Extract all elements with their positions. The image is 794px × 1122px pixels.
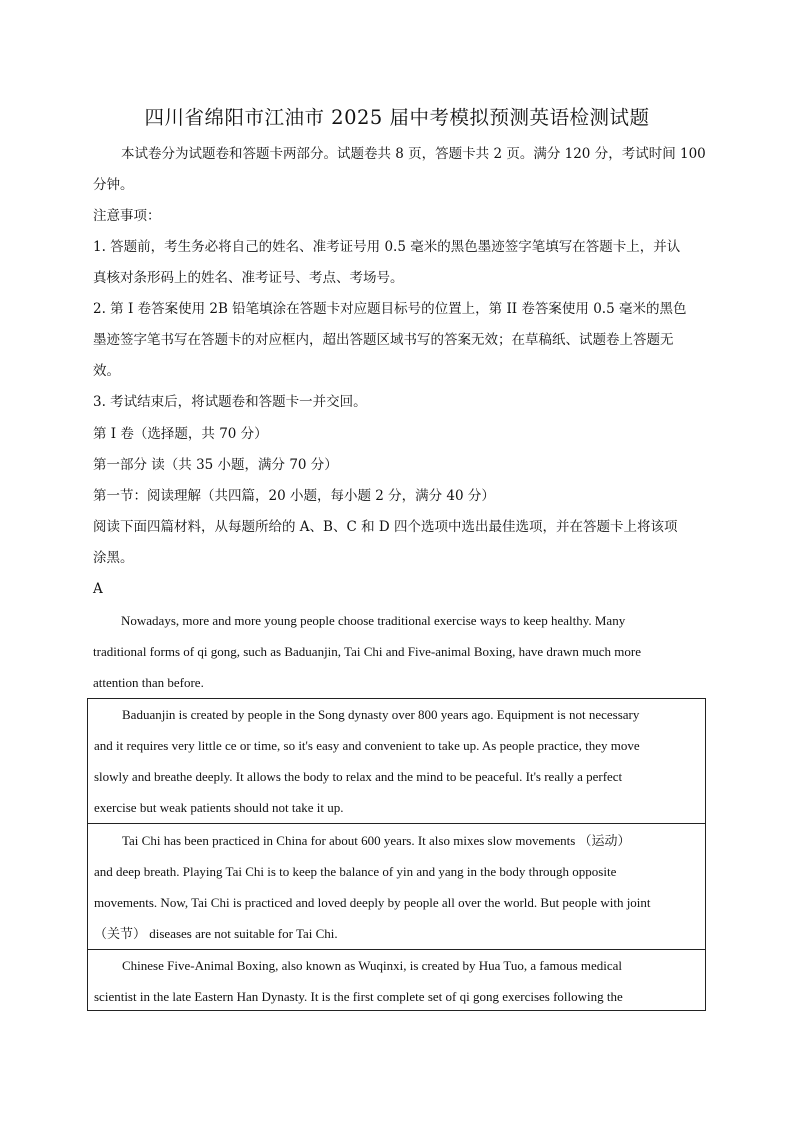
taichi-line-4: （关节） diseases are not suitable for Tai Chi. xyxy=(94,926,338,941)
intro-line-2: 分钟。 xyxy=(93,177,134,193)
wuqinxi-line-2: scientist in the late Eastern Han Dynasty. It is the first complete set of qi gong exercises following the xyxy=(94,989,623,1004)
baduanjin-line-4: exercise but weak patients should not take it up. xyxy=(94,800,344,815)
page-title: 四川省绵阳市江油市 2025 届中考模拟预测英语检测试题 xyxy=(144,106,650,129)
baduanjin-line-1: Baduanjin is created by people in the Song dynasty over 800 years ago. Equipment is not necessary xyxy=(122,707,640,722)
passage-intro-line-1: Nowadays, more and more young people choose traditional exercise ways to keep healthy. Many xyxy=(121,613,626,628)
notice-line-2: 真核对条形码上的姓名、准考证号、考点、考场号。 xyxy=(93,270,404,286)
notice-line-3: 2. 第 I 卷答案使用 2B 铅笔填涂在答题卡对应题目标号的位置上，第 II 卷答案使用 0.5 毫米的黑色 xyxy=(93,301,687,317)
notice-line-4: 墨迹签字笔书写在答题卡的对应框内，超出答题区域书写的答案无效；在草稿纸、试题卷上答题无 xyxy=(93,332,674,348)
notice-line-6: 3. 考试结束后，将试题卷和答题卡一并交回。 xyxy=(93,394,367,410)
section-heading-2: 第一部分 读（共 35 小题，满分 70 分） xyxy=(93,457,338,473)
baduanjin-line-2: and it requires very little ce or time, so it's easy and convenient to take up. As people practice, they move xyxy=(94,738,640,753)
intro-line-1: 本试卷分为试题卷和答题卡两部分。试题卷共 8 页，答题卡共 2 页。满分 120 分，考试时间 100 xyxy=(121,146,706,162)
taichi-line-2: and deep breath. Playing Tai Chi is to keep the balance of yin and yang in the body through opposite xyxy=(94,864,617,879)
table-divider-1 xyxy=(88,823,705,824)
baduanjin-line-3: slowly and breathe deeply. It allows the body to relax and the mind to be peaceful. It's really a perfect xyxy=(94,769,623,784)
exercise-table xyxy=(87,698,706,1011)
wuqinxi-line-1: Chinese Five-Animal Boxing, also known as Wuqinxi, is created by Hua Tuo, a famous medical xyxy=(122,958,623,973)
section-heading-3: 第一节：阅读理解（共四篇，20 小题，每小题 2 分，满分 40 分） xyxy=(93,488,495,504)
taichi-line-3: movements. Now, Tai Chi is practiced and loved deeply by people all over the world. But people with joint xyxy=(94,895,651,910)
notice-line-1: 1. 答题前，考生务必将自己的姓名、准考证号用 0.5 毫米的黑色墨迹签字笔填写在答题卡上，并认 xyxy=(93,239,681,255)
passage-intro-line-2: traditional forms of qi gong, such as Baduanjin, Tai Chi and Five-animal Boxing, have drawn much more xyxy=(93,644,641,659)
instruction-line-2: 涂黑。 xyxy=(93,550,134,566)
passage-intro-line-3: attention than before. xyxy=(93,675,204,690)
table-divider-2 xyxy=(88,949,705,950)
taichi-line-1: Tai Chi has been practiced in China for about 600 years. It also mixes slow movements （运动） xyxy=(122,833,631,848)
section-heading-1: 第 I 卷（选择题，共 70 分） xyxy=(93,426,268,442)
notice-line-5: 效。 xyxy=(93,363,120,379)
instruction-line-1: 阅读下面四篇材料，从每题所给的 A、B、C 和 D 四个选项中选出最佳选项，并在答题卡上将该项 xyxy=(93,519,678,535)
passage-label: A xyxy=(93,581,103,597)
notice-heading: 注意事项： xyxy=(93,208,161,224)
